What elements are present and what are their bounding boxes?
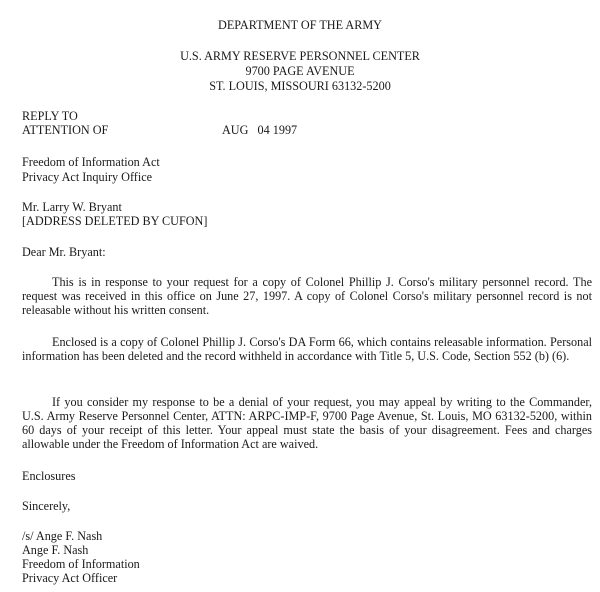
office-line-1: Freedom of Information Act — [22, 155, 160, 169]
recipient-name: Mr. Larry W. Bryant — [22, 200, 122, 214]
recipient-address: [ADDRESS DELETED BY CUFON] — [22, 214, 208, 228]
signer-title-1: Freedom of Information — [22, 557, 140, 571]
office-line-2: Privacy Act Inquiry Office — [22, 170, 153, 184]
attention-of-label: ATTENTION OF — [22, 123, 109, 137]
enclosures-label: Enclosures — [22, 469, 76, 483]
letterhead-street: 9700 PAGE AVENUE — [245, 64, 355, 78]
body-paragraph-2: Enclosed is a copy of Colonel Phillip J. Corso's DA Form 66, which contains releasable information. Personal information has been deleted and the record withheld in accordance with Title 5, U.S. Code, Section 552 (b) (6). — [22, 335, 592, 363]
signer-name: Ange F. Nash — [22, 543, 89, 557]
closing: Sincerely, — [22, 499, 71, 513]
letterhead-city: ST. LOUIS, MISSOURI 63132-5200 — [209, 79, 391, 93]
salutation: Dear Mr. Bryant: — [22, 245, 106, 259]
signer-title-2: Privacy Act Officer — [22, 571, 118, 585]
letter-date: AUG 04 1997 — [222, 123, 298, 137]
letterhead-department: DEPARTMENT OF THE ARMY — [218, 18, 382, 32]
letterhead-center: U.S. ARMY RESERVE PERSONNEL CENTER — [180, 49, 420, 63]
reply-to-label: REPLY TO — [22, 109, 78, 123]
signature-line: /s/ Ange F. Nash — [22, 529, 103, 543]
body-paragraph-3: If you consider my response to be a denial of your request, you may appeal by writing to the Commander, U.S. Army Reserve Personnel Center, ATTN: ARPC-IMP-F, 9700 Page Avenue, St. Louis, MO 63132-5200, within 60 days of your receipt of this letter. Your appeal must state the basis of your disagreement. Fees and charges allowable under the Freedom of Information Act are waived. — [22, 395, 592, 451]
body-paragraph-1: This is in response to your request for a copy of Colonel Phillip J. Corso's military personnel record. The request was received in this office on June 27, 1997. A copy of Colonel Corso's military personnel record is not releasable without his written consent. — [22, 275, 592, 317]
